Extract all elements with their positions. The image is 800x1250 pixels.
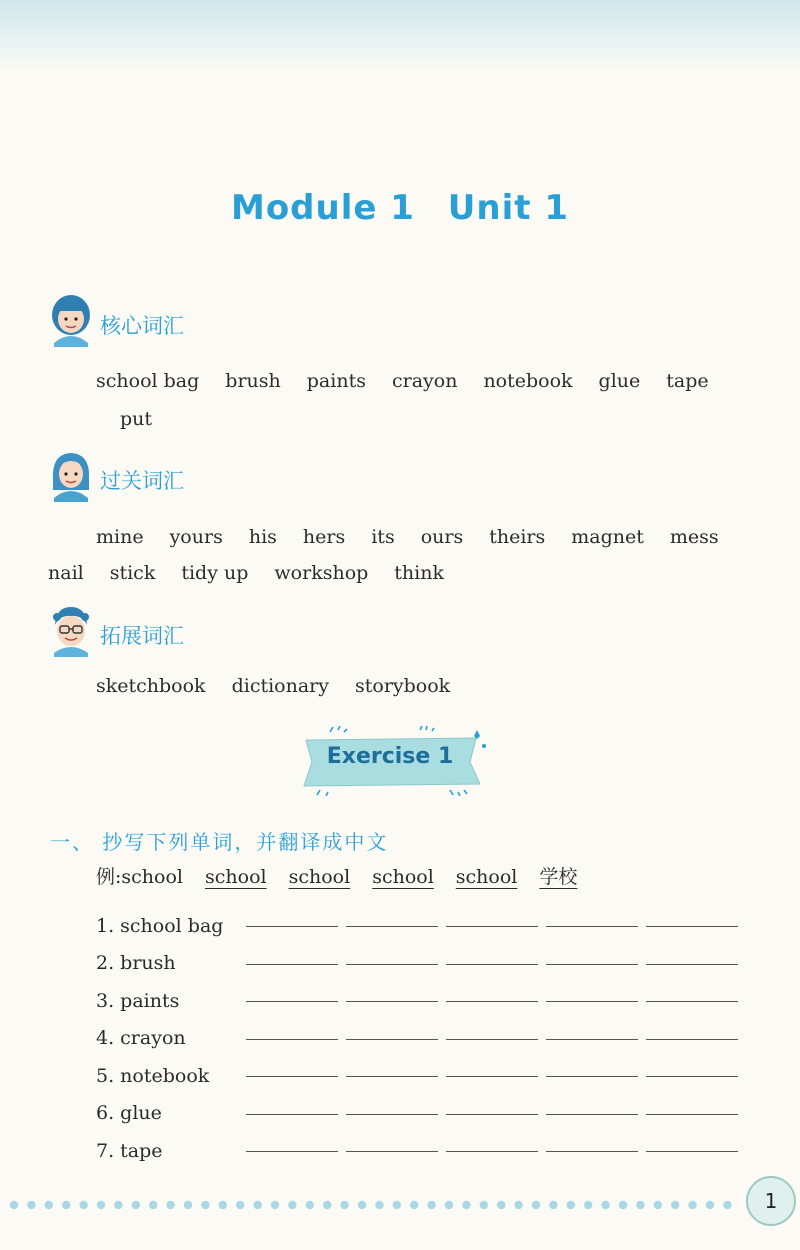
vocab-word: paints xyxy=(306,370,366,392)
footer-dot xyxy=(671,1201,679,1209)
answer-blank[interactable] xyxy=(446,1001,538,1002)
vocab-word: think xyxy=(394,562,444,584)
footer-dot xyxy=(636,1201,644,1209)
footer-dot xyxy=(27,1201,35,1209)
word-line xyxy=(48,554,748,592)
footer-dot xyxy=(62,1201,70,1209)
word-line xyxy=(48,667,748,705)
page-title xyxy=(0,188,800,228)
answer-blank[interactable] xyxy=(446,1151,538,1152)
footer-dot xyxy=(97,1201,105,1209)
footer-dot xyxy=(654,1201,662,1209)
row-label: 6. glue xyxy=(96,1102,162,1124)
answer-blank[interactable] xyxy=(646,964,738,965)
answer-blank[interactable] xyxy=(246,1076,338,1077)
vocab-word: workshop xyxy=(274,562,369,584)
vocab-word: sketchbook xyxy=(96,675,206,697)
section-heading: 核心词汇 xyxy=(100,314,184,338)
section-core-vocab-header xyxy=(48,293,184,347)
answer-blank[interactable] xyxy=(246,926,338,927)
vocab-word: mess xyxy=(669,526,719,548)
footer-dot xyxy=(288,1201,296,1209)
extended-vocab-words xyxy=(48,667,748,705)
footer-dot xyxy=(532,1201,540,1209)
vocab-word: put xyxy=(120,408,153,430)
footer-dot xyxy=(132,1201,140,1209)
row-label: 5. notebook xyxy=(96,1064,210,1087)
answer-blank[interactable] xyxy=(346,1001,438,1002)
footer-dot xyxy=(271,1201,279,1209)
footer-dot xyxy=(619,1201,627,1209)
footer-dot xyxy=(723,1201,731,1209)
vocab-word: theirs xyxy=(489,526,546,548)
footer-dot xyxy=(149,1201,157,1209)
vocab-word: nail xyxy=(48,562,84,584)
vocab-word: notebook xyxy=(483,370,573,392)
footer-dot xyxy=(688,1201,696,1209)
example-answer: school xyxy=(288,866,351,888)
footer-dot xyxy=(549,1201,557,1209)
exercise-row xyxy=(96,1049,246,1087)
footer-dot xyxy=(166,1201,174,1209)
example-answer: school xyxy=(372,866,434,888)
example-answer: 学校 xyxy=(539,866,578,888)
answer-blank[interactable] xyxy=(346,1151,438,1152)
exercise-row xyxy=(96,1012,246,1050)
word-line xyxy=(72,400,748,438)
footer-dot xyxy=(184,1201,192,1209)
footer-dot-border xyxy=(8,1198,748,1212)
vocab-word: his xyxy=(248,526,277,548)
title-unit: Unit 1 xyxy=(447,188,569,228)
core-vocab-words xyxy=(48,362,748,438)
section-extended-vocab-header xyxy=(48,603,184,657)
word-line xyxy=(48,362,748,400)
girl-avatar-icon xyxy=(48,448,94,502)
answer-blank[interactable] xyxy=(546,1151,638,1152)
vocab-word: storybook xyxy=(355,675,451,697)
footer-dot xyxy=(514,1201,522,1209)
answer-blank[interactable] xyxy=(246,1151,338,1152)
vocab-word: mine xyxy=(96,526,144,548)
answer-blank[interactable] xyxy=(246,964,338,965)
row-label: 3. paints xyxy=(96,989,180,1012)
row-label: 2. brush xyxy=(96,952,176,974)
top-header-band xyxy=(0,0,800,70)
answer-blank[interactable] xyxy=(446,926,538,927)
pass-vocab-words xyxy=(48,518,748,592)
answer-blank[interactable] xyxy=(546,1114,638,1115)
footer-dot xyxy=(567,1201,575,1209)
answer-blank[interactable] xyxy=(646,1151,738,1152)
vocab-word: hers xyxy=(302,526,346,548)
example-answer: school xyxy=(455,866,518,888)
answer-blank[interactable] xyxy=(546,1076,638,1077)
vocab-word: tape xyxy=(666,370,709,392)
footer-dot xyxy=(358,1201,366,1209)
footer-dot xyxy=(219,1201,227,1209)
vocab-word: crayon xyxy=(391,370,458,392)
answer-blank[interactable] xyxy=(346,964,438,965)
footer-dot xyxy=(601,1201,609,1209)
footer-dot xyxy=(10,1201,18,1209)
answer-blank[interactable] xyxy=(446,1076,538,1077)
footer-dot xyxy=(340,1201,348,1209)
girl-avatar-icon xyxy=(48,293,94,347)
footer-dot xyxy=(236,1201,244,1209)
answer-blank[interactable] xyxy=(546,964,638,965)
vocab-word: ours xyxy=(420,526,464,548)
vocab-word: stick xyxy=(109,562,156,584)
footer-dot xyxy=(497,1201,505,1209)
answer-blank[interactable] xyxy=(346,926,438,927)
exercise-rows xyxy=(96,899,246,1162)
answer-blank[interactable] xyxy=(446,964,538,965)
exercise-row xyxy=(96,937,246,975)
page-number: 1 xyxy=(746,1176,796,1226)
example-answer: school xyxy=(205,866,267,888)
word-line xyxy=(48,518,748,556)
footer-dot xyxy=(706,1201,714,1209)
answer-blank[interactable] xyxy=(646,926,738,927)
boy-glasses-avatar-icon xyxy=(48,603,94,657)
row-label: 4. crayon xyxy=(96,1027,186,1049)
answer-blank[interactable] xyxy=(346,1039,438,1040)
row-label: 1. school bag xyxy=(96,914,224,937)
vocab-word: yours xyxy=(169,526,223,548)
row-label: 7. tape xyxy=(96,1139,163,1162)
footer-dot xyxy=(480,1201,488,1209)
answer-blank[interactable] xyxy=(546,1039,638,1040)
vocab-word: brush xyxy=(225,370,281,392)
answer-blank[interactable] xyxy=(646,1039,738,1040)
footer-dot xyxy=(445,1201,453,1209)
vocab-word: magnet xyxy=(571,526,644,548)
example-line xyxy=(96,862,577,889)
answer-blank[interactable] xyxy=(346,1114,438,1115)
footer-dot xyxy=(584,1201,592,1209)
footer-dot xyxy=(323,1201,331,1209)
exercise-label: Exercise 1 xyxy=(326,744,454,769)
footer-dot xyxy=(393,1201,401,1209)
exercise-row xyxy=(96,1087,246,1125)
footer-dot xyxy=(253,1201,261,1209)
task-title: 一、 抄写下列单词，并翻译成中文 xyxy=(50,830,389,854)
answer-blank[interactable] xyxy=(646,1114,738,1115)
vocab-word: glue xyxy=(598,370,641,392)
vocab-word: dictionary xyxy=(231,675,329,697)
section-pass-vocab-header xyxy=(48,448,184,502)
vocab-word: tidy up xyxy=(181,562,249,584)
answer-blank[interactable] xyxy=(346,1076,438,1077)
footer-dot xyxy=(114,1201,122,1209)
exercise-row xyxy=(96,974,246,1012)
footer-dot xyxy=(79,1201,87,1209)
footer-dot xyxy=(306,1201,314,1209)
section-heading: 拓展词汇 xyxy=(100,624,184,648)
footer-dot xyxy=(375,1201,383,1209)
exercise-row xyxy=(96,899,246,937)
answer-blank[interactable] xyxy=(646,1001,738,1002)
exercise-row xyxy=(96,1124,246,1162)
title-module: Module 1 xyxy=(230,188,415,228)
answer-blank[interactable] xyxy=(646,1076,738,1077)
answer-blank[interactable] xyxy=(446,1114,538,1115)
answer-blank[interactable] xyxy=(246,1039,338,1040)
section-heading: 过关词汇 xyxy=(100,469,184,493)
example-prefix: 例:school xyxy=(96,866,183,888)
answer-blank[interactable] xyxy=(446,1039,538,1040)
answer-blank[interactable] xyxy=(246,1114,338,1115)
answer-blank[interactable] xyxy=(546,1001,638,1002)
footer-dot xyxy=(410,1201,418,1209)
footer-dot xyxy=(201,1201,209,1209)
vocab-word: its xyxy=(371,526,395,548)
answer-blank[interactable] xyxy=(546,926,638,927)
vocab-word: school bag xyxy=(96,370,200,392)
footer-dot xyxy=(462,1201,470,1209)
answer-blank[interactable] xyxy=(246,1001,338,1002)
exercise-banner xyxy=(300,726,490,796)
footer-dot xyxy=(427,1201,435,1209)
footer-dot xyxy=(45,1201,53,1209)
